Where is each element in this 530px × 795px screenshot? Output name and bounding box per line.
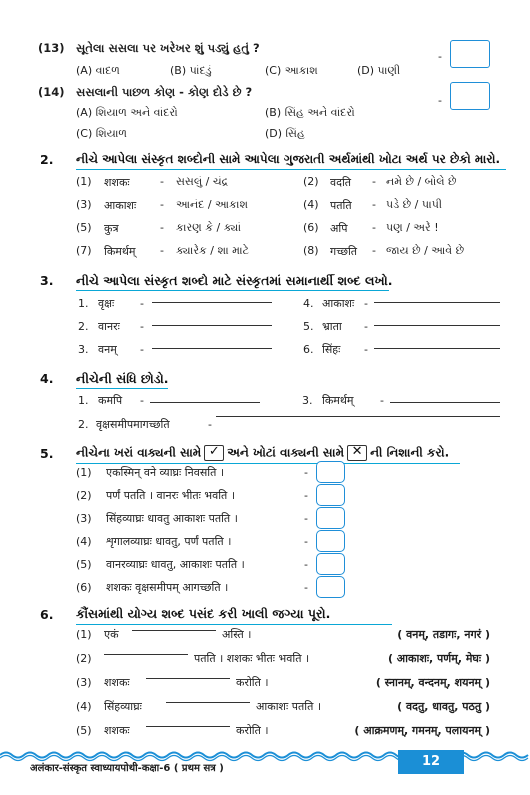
s4-item-1-word: कमपि	[98, 394, 123, 407]
s6-item-blank[interactable]	[104, 654, 188, 655]
section-5-underline	[76, 457, 460, 464]
s5-statement-dash: -	[304, 489, 308, 502]
s3-item-word: वृक्षः	[98, 297, 115, 310]
s3-item-word: सिंहः	[322, 343, 341, 356]
s2-item-number: (6)	[303, 221, 319, 234]
s6-item-prefix: सिंहव्याघ्रः	[104, 700, 142, 713]
s4-item-3-number: 3.	[302, 394, 313, 407]
s6-item-suffix: अस्ति ।	[222, 628, 252, 641]
s6-item-number: (4)	[76, 700, 92, 713]
s3-item-answer-line[interactable]	[374, 302, 500, 303]
s3-item-dash: -	[140, 320, 144, 333]
s3-item-number: 6.	[303, 343, 314, 356]
s5-statement-number: (1)	[76, 466, 92, 479]
s2-item-sanskrit-word: गच्छति	[330, 245, 358, 258]
q14-number: (14)	[38, 85, 65, 99]
q13-number: (13)	[38, 41, 65, 55]
section-4-number: 4.	[40, 371, 54, 386]
s3-item-word: भ्राता	[322, 320, 342, 333]
q14-text: સસલાની પાછળ કોણ - કોણ દોડે છે ?	[76, 85, 253, 99]
s6-item-suffix: करोति ।	[236, 724, 269, 737]
s6-item-blank[interactable]	[132, 630, 216, 631]
s5-answer-box[interactable]	[316, 530, 345, 552]
s6-item-options: ( आक्रमणम्, गमनम्, पलायनम् )	[354, 724, 490, 737]
s6-item-suffix: करोति ।	[236, 676, 269, 689]
s2-item-meanings: આનંદ / આકાશ	[176, 198, 248, 211]
s6-item-prefix: शशकः	[104, 676, 130, 689]
s5-statement-number: (6)	[76, 581, 92, 594]
s6-item-suffix: पतति । शशकः भीतः भवति ।	[194, 652, 310, 665]
s3-item-number: 1.	[78, 297, 89, 310]
section-6-number: 6.	[40, 607, 54, 622]
q13-option-d: (D) પાણી	[357, 64, 401, 77]
s3-item-answer-line[interactable]	[374, 325, 500, 326]
cross-icon: ✕	[351, 444, 363, 459]
section-5-number: 5.	[40, 446, 54, 461]
s3-item-number: 2.	[78, 320, 89, 333]
s2-item-meanings: જાય છે / આવે છે	[386, 244, 465, 257]
s6-item-suffix: आकाशः पतति ।	[256, 700, 322, 713]
s5-statement-dash: -	[304, 535, 308, 548]
s3-item-number: 3.	[78, 343, 89, 356]
s4-item-2-answer-line[interactable]	[216, 416, 500, 417]
s6-item-number: (3)	[76, 676, 92, 689]
s2-item-number: (5)	[76, 221, 92, 234]
s3-item-dash: -	[364, 320, 368, 333]
section-3-number: 3.	[40, 273, 54, 288]
s6-item-blank[interactable]	[166, 702, 250, 703]
s6-item-blank[interactable]	[146, 678, 230, 679]
s5-statement-text: वानरव्याघ्रः धावतु, आकाशः पतति ।	[106, 558, 245, 571]
section-2-number: 2.	[40, 152, 54, 167]
section-5-heading-part-c: ની નિશાની કરો.	[370, 445, 450, 460]
s2-item-number: (3)	[76, 198, 92, 211]
s2-item-sanskrit-word: आकाशः	[104, 199, 137, 212]
q14-option-c: (C) શિયાળ	[76, 127, 128, 140]
s3-item-number: 5.	[303, 320, 314, 333]
s5-answer-box[interactable]	[316, 553, 345, 575]
s2-item-meanings: કારણ કે / ક્યાં	[176, 221, 242, 234]
s5-statement-dash: -	[304, 581, 308, 594]
s3-item-answer-line[interactable]	[152, 348, 272, 349]
s5-statement-number: (5)	[76, 558, 92, 571]
s3-item-word: वनम्	[98, 343, 117, 356]
section-2-underline	[76, 163, 506, 170]
q14-option-d: (D) સિંહ	[265, 127, 305, 140]
s4-item-3-answer-line[interactable]	[390, 402, 500, 403]
s6-item-options: ( स्नानम्, वन्दनम्, शयनम् )	[375, 676, 490, 689]
s2-item-dash: -	[160, 244, 164, 257]
s6-item-number: (2)	[76, 652, 92, 665]
section-3-heading: નીચે આપેલા સંસ્કૃત શબ્દો માટે સંસ્કૃતમાં સમાનાર્થી શબ્દ લખો.	[76, 273, 393, 288]
s2-item-dash: -	[372, 198, 376, 211]
s4-item-2-dash: -	[208, 418, 212, 431]
s3-item-answer-line[interactable]	[152, 325, 272, 326]
s3-item-dash: -	[140, 343, 144, 356]
q14-answer-box[interactable]	[450, 82, 490, 110]
s3-item-answer-line[interactable]	[152, 302, 272, 303]
section-3-underline	[76, 284, 389, 291]
s4-item-3-word: किमर्थम्	[322, 394, 354, 407]
s4-item-3-dash: -	[380, 394, 384, 407]
s2-item-meanings: પણ / અરે !	[386, 221, 439, 234]
s5-statement-dash: -	[304, 466, 308, 479]
s3-item-answer-line[interactable]	[374, 348, 500, 349]
s2-item-dash: -	[160, 175, 164, 188]
q13-option-a: (A) વાદળ	[76, 64, 120, 77]
s6-item-options: ( वदतु, धावतु, पठतु )	[397, 700, 490, 713]
s6-item-blank[interactable]	[146, 726, 230, 727]
s2-item-number: (8)	[303, 244, 319, 257]
q14-option-b: (B) સિંહ અને વાંદરો	[265, 106, 355, 119]
s6-item-number: (1)	[76, 628, 92, 641]
s3-item-number: 4.	[303, 297, 314, 310]
s6-item-number: (5)	[76, 724, 92, 737]
s6-item-prefix: शशकः	[104, 724, 130, 737]
s5-statement-text: शशकः वृक्षसमीपम् आगच्छति ।	[106, 581, 229, 594]
s5-statement-number: (3)	[76, 512, 92, 525]
s2-item-dash: -	[372, 175, 376, 188]
s2-item-meanings: નમે છે / બોલે છે	[386, 175, 457, 188]
s3-item-dash: -	[140, 297, 144, 310]
s2-item-number: (1)	[76, 175, 92, 188]
page-number: 12	[398, 750, 464, 774]
s5-answer-box[interactable]	[316, 507, 345, 529]
s5-statement-number: (4)	[76, 535, 92, 548]
s6-item-options: ( वनम्, तडागः, नगरं )	[397, 628, 490, 641]
section-5-heading-part-a: નીચેના ખરાં વાક્યની સામે	[76, 445, 202, 460]
s5-statement-text: शृगालव्याघ्रः धावतु, पर्णं पतति ।	[106, 535, 232, 548]
s2-item-dash: -	[372, 221, 376, 234]
s2-item-sanskrit-word: कुत्र	[104, 222, 119, 235]
q13-text: સૂતેલા સસલા પર ખરેખર શું પડ્યું હતું ?	[76, 41, 260, 55]
s4-item-1-dash: -	[140, 394, 144, 407]
s6-item-options: ( आकाशः, पर्णम्, मेघः )	[387, 652, 490, 665]
s5-statement-dash: -	[304, 512, 308, 525]
s4-item-2-number: 2.	[78, 418, 89, 431]
q13-option-b: (B) પાંદડું	[170, 64, 212, 77]
s5-statement-text: सिंहव्याघ्रः धावतु आकाशः पतति ।	[106, 512, 238, 525]
s2-item-number: (7)	[76, 244, 92, 257]
s5-statement-text: पर्णं पतति । वानरः भीतः भवति ।	[106, 489, 235, 502]
s2-item-number: (4)	[303, 198, 319, 211]
s2-item-sanskrit-word: पतति	[330, 199, 352, 212]
s3-item-dash: -	[364, 297, 368, 310]
section-5-heading-part-b: અને ખોટાં વાક્યની સામે	[227, 445, 345, 460]
s2-item-dash: -	[160, 221, 164, 234]
s2-item-dash: -	[372, 244, 376, 257]
q13-answer-box[interactable]	[450, 40, 490, 68]
s2-item-sanskrit-word: अपि	[330, 222, 348, 235]
s2-item-sanskrit-word: शशकः	[104, 176, 130, 189]
section-4-underline	[76, 382, 168, 389]
s2-item-number: (2)	[303, 175, 319, 188]
s2-item-meanings: સસલું / ચંદ્ર	[176, 175, 229, 188]
s2-item-dash: -	[160, 198, 164, 211]
section-6-heading: કૌંસમાંથી યોગ્ય શબ્દ પસંદ કરી ખાલી જગ્યા પૂરો.	[76, 606, 331, 621]
s3-item-word: वानरः	[98, 320, 120, 333]
section-6-underline	[76, 618, 392, 625]
section-2-heading: નીચે આપેલા સંસ્કૃત શબ્દોની સામે આપેલા ગુજરાતી અર્થમાંથી ખોટા અર્થ પર છેકો મારો.	[76, 152, 501, 166]
s2-item-sanskrit-word: किमर्थम्	[104, 245, 136, 258]
s3-item-dash: -	[364, 343, 368, 356]
footer-book-title: अलंकार-संस्कृत स्वाध्यायपोथी-कक्षा-6 ( प्रथम सत्र )	[30, 763, 224, 774]
s3-item-word: आकाशः	[322, 297, 355, 310]
q13-option-c: (C) આકાશ	[265, 64, 318, 77]
s4-item-2-word: वृक्षसमीपमागच्छति	[96, 418, 170, 431]
s5-answer-box[interactable]	[316, 461, 345, 483]
q13-answer-dash: -	[438, 50, 442, 63]
s6-item-prefix: एकं	[104, 628, 119, 641]
tick-icon: ✓	[208, 444, 220, 459]
q14-option-a: (A) શિયાળ અને વાંદરો	[76, 106, 178, 119]
s5-statement-dash: -	[304, 558, 308, 571]
s5-answer-box[interactable]	[316, 576, 345, 598]
s4-item-1-number: 1.	[78, 394, 89, 407]
s2-item-meanings: ક્યારેક / શા માટે	[176, 244, 250, 257]
s4-item-1-answer-line[interactable]	[150, 402, 260, 403]
s5-statement-number: (2)	[76, 489, 92, 502]
section-4-heading: નીચેની સંધિ છોડો.	[76, 371, 169, 386]
s2-item-meanings: પડે છે / પાપી	[386, 198, 442, 211]
s2-item-sanskrit-word: वदति	[330, 176, 352, 189]
s5-statement-text: एकस्मिन् वने व्याघ्रः निवसति ।	[106, 466, 225, 479]
q14-answer-dash: -	[438, 94, 442, 107]
s5-answer-box[interactable]	[316, 484, 345, 506]
